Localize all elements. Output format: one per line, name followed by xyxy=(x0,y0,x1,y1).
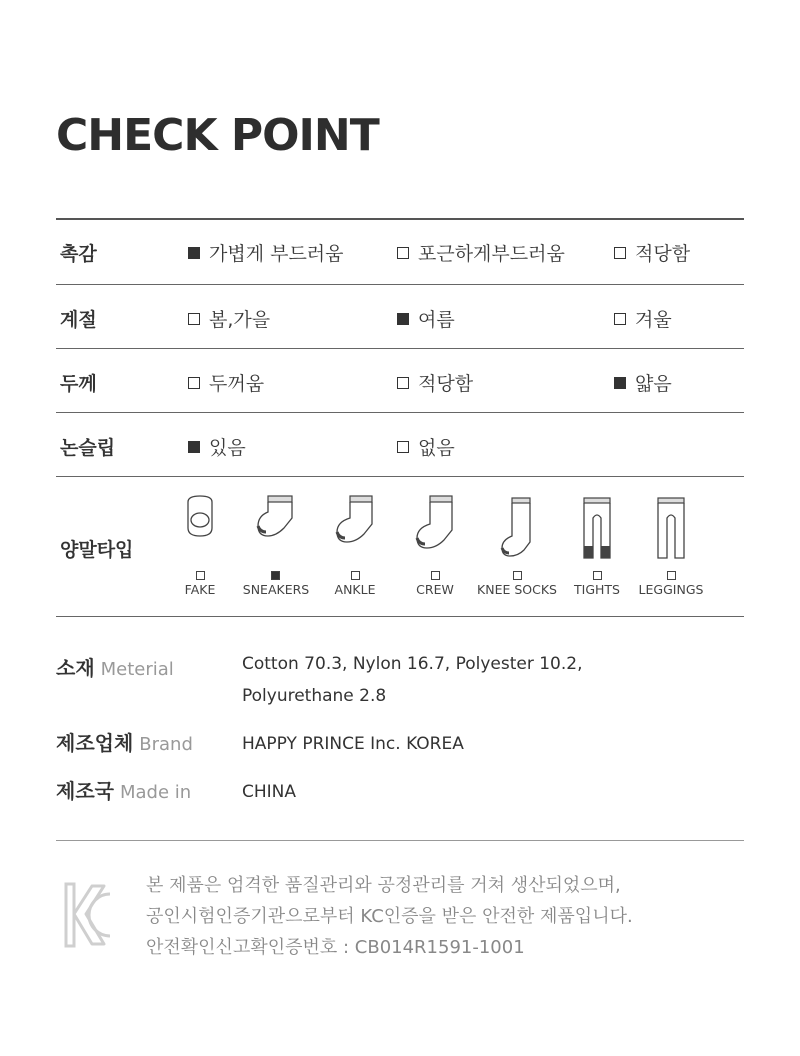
sock-label-tights: TIGHTS xyxy=(574,582,620,597)
option-label: 포근하게부드러움 xyxy=(418,243,565,265)
brand-value: HAPPY PRINCE Inc. KOREA xyxy=(242,734,464,754)
sock-label-leggings: LEGGINGS xyxy=(638,582,704,597)
option-nonslip-yes xyxy=(188,433,246,460)
sock-label-fake: FAKE xyxy=(184,582,216,597)
option-texture-light xyxy=(188,239,344,266)
sneakers-sock-icon xyxy=(256,494,296,540)
origin-label-ko: 제조국 xyxy=(56,779,114,803)
option-thickness-thick xyxy=(188,369,264,396)
option-label: 있음 xyxy=(209,437,246,459)
fake-sock-icon xyxy=(184,494,216,540)
row-label-nonslip: 논슬립 xyxy=(60,437,116,459)
brand-label-ko: 제조업체 xyxy=(56,731,134,755)
option-label: 여름 xyxy=(418,309,455,331)
checkbox-unchecked xyxy=(397,441,409,453)
checkbox-checked xyxy=(614,377,626,389)
material-label xyxy=(56,652,174,681)
checkbox-checked xyxy=(188,247,200,259)
sock-checkbox-knee xyxy=(513,571,522,580)
option-label: 없음 xyxy=(418,437,455,459)
row-label-sock-type: 양말타입 xyxy=(60,539,134,561)
row-label-season: 계절 xyxy=(60,309,97,331)
checkbox-checked xyxy=(188,441,200,453)
row-label-thickness: 두께 xyxy=(60,373,97,395)
option-label: 적당함 xyxy=(418,373,474,395)
sock-checkbox-tights xyxy=(593,571,602,580)
origin-label xyxy=(56,775,191,804)
material-line: Cotton 70.3, Nylon 16.7, Polyester 10.2, xyxy=(242,654,583,674)
sock-label-sneakers: SNEAKERS xyxy=(242,582,310,597)
kc-mark-icon xyxy=(62,880,114,950)
table-top-divider xyxy=(56,218,744,220)
row-divider xyxy=(56,284,744,285)
ankle-sock-icon xyxy=(334,494,376,546)
option-label: 두꺼움 xyxy=(209,373,265,395)
row-label-texture: 촉감 xyxy=(60,243,97,265)
row-divider xyxy=(56,476,744,477)
brand-label xyxy=(56,727,193,756)
option-label: 가볍게 부드러움 xyxy=(209,243,344,265)
material-line: Polyurethane 2.8 xyxy=(242,686,387,706)
option-texture-moderate xyxy=(614,239,690,266)
tights-icon xyxy=(582,496,612,562)
knee-sock-icon xyxy=(500,496,534,560)
sock-checkbox-ankle xyxy=(351,571,360,580)
kc-certification-text xyxy=(146,870,633,963)
origin-value: CHINA xyxy=(242,782,297,802)
checkbox-unchecked xyxy=(188,377,200,389)
option-season-winter xyxy=(614,305,672,332)
option-season-summer xyxy=(397,305,455,332)
option-season-spring-fall xyxy=(188,305,270,332)
kc-cert-number: 안전확인신고확인증번호 : CB014R1591-1001 xyxy=(146,937,525,958)
origin-label-en: Made in xyxy=(119,782,192,803)
material-value xyxy=(242,648,583,712)
section-divider xyxy=(56,840,744,841)
checkbox-unchecked xyxy=(614,313,626,325)
option-thickness-thin xyxy=(614,369,672,396)
checkbox-unchecked xyxy=(188,313,200,325)
row-divider xyxy=(56,348,744,349)
option-label: 겨울 xyxy=(635,309,672,331)
sock-checkbox-sneakers xyxy=(271,571,280,580)
material-label-en: Meterial xyxy=(100,659,174,680)
sock-checkbox-leggings xyxy=(667,571,676,580)
checkbox-unchecked xyxy=(397,377,409,389)
checkbox-checked xyxy=(397,313,409,325)
kc-line: 공인시험인증기관으로부터 KC인증을 받은 안전한 제품입니다. xyxy=(146,906,633,927)
option-texture-cozy xyxy=(397,239,565,266)
kc-line: 본 제품은 엄격한 품질관리와 공정관리를 거쳐 생산되었으며, xyxy=(146,875,621,896)
sock-label-ankle: ANKLE xyxy=(334,582,376,597)
checkbox-unchecked xyxy=(614,247,626,259)
option-label: 봄,가을 xyxy=(209,309,271,331)
sock-checkbox-fake xyxy=(196,571,205,580)
material-label-ko: 소재 xyxy=(56,656,95,680)
sock-label-crew: CREW xyxy=(416,582,454,597)
sock-label-knee: KNEE SOCKS xyxy=(477,582,557,597)
crew-sock-icon xyxy=(414,494,456,552)
row-divider xyxy=(56,616,744,617)
leggings-icon xyxy=(656,496,686,562)
option-thickness-moderate xyxy=(397,369,473,396)
checkbox-unchecked xyxy=(397,247,409,259)
brand-label-en: Brand xyxy=(139,734,193,755)
option-label: 적당함 xyxy=(635,243,691,265)
option-label: 얇음 xyxy=(635,373,672,395)
row-divider xyxy=(56,412,744,413)
sock-checkbox-crew xyxy=(431,571,440,580)
option-nonslip-no xyxy=(397,433,455,460)
page-title: CHECK POINT xyxy=(56,110,379,161)
